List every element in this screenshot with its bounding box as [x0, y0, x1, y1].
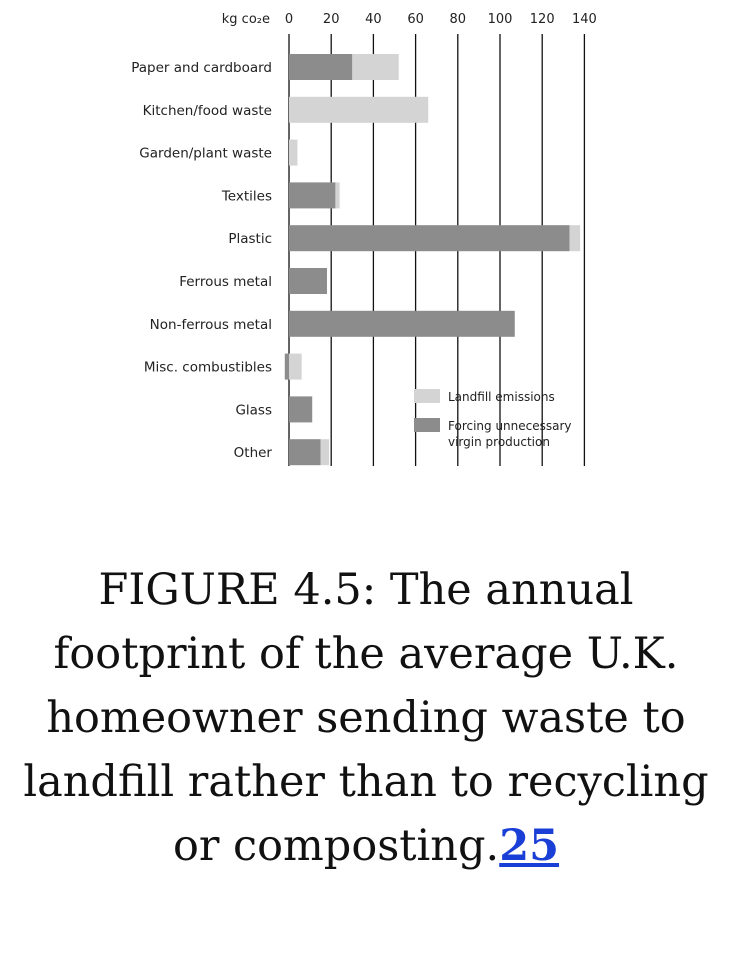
bar-virgin-production — [289, 439, 321, 465]
category-label: Misc. combustibles — [143, 359, 272, 376]
legend-label: Landfill emissions — [448, 390, 555, 404]
bar-landfill-emissions — [570, 225, 581, 251]
category-label: Non-ferrous metal — [149, 316, 272, 333]
x-tick-label: 100 — [487, 12, 513, 27]
category-label: Plastic — [228, 231, 272, 248]
bar-landfill-emissions — [289, 354, 302, 380]
x-tick-label: 20 — [322, 12, 340, 27]
category-label: Textiles — [221, 188, 272, 205]
bar-virgin-production — [289, 396, 312, 422]
bar-virgin-production — [285, 354, 289, 380]
bar-landfill-emissions — [321, 439, 329, 465]
category-label: Kitchen/food waste — [142, 102, 272, 119]
category-label: Garden/plant waste — [139, 145, 272, 162]
legend-swatch — [414, 389, 440, 403]
bar-landfill-emissions — [289, 97, 428, 123]
bar-virgin-production — [289, 182, 335, 208]
axis-unit-label: kg co₂e — [221, 12, 270, 27]
bar-virgin-production — [289, 54, 352, 80]
category-label: Other — [233, 445, 272, 462]
legend-label: Forcing unnecessary virgin production — [448, 419, 572, 449]
x-tick-label: 80 — [449, 12, 467, 27]
x-tick-label: 0 — [284, 12, 294, 27]
x-tick-label: 40 — [365, 12, 382, 27]
caption-text: FIGURE 4.5: The annual footprint of the average U.K. homeowner sending waste to landfill rather than to recycling or composting. — [23, 565, 709, 871]
bar-landfill-emissions — [289, 140, 297, 166]
x-tick-label: 140 — [571, 12, 597, 27]
x-tick-label: 120 — [529, 12, 555, 27]
bar-landfill-emissions — [335, 182, 339, 208]
footnote-link[interactable]: 25 — [499, 821, 560, 871]
category-label: Glass — [235, 402, 272, 419]
bar-virgin-production — [289, 311, 515, 337]
category-label: Ferrous metal — [179, 274, 272, 290]
x-tick-label: 60 — [407, 12, 424, 27]
legend-swatch — [414, 418, 440, 432]
bar-virgin-production — [289, 268, 327, 294]
bar-landfill-emissions — [352, 54, 398, 80]
bar-virgin-production — [289, 225, 570, 251]
figure-caption — [0, 558, 732, 878]
category-label: Paper and cardboard — [131, 60, 272, 76]
